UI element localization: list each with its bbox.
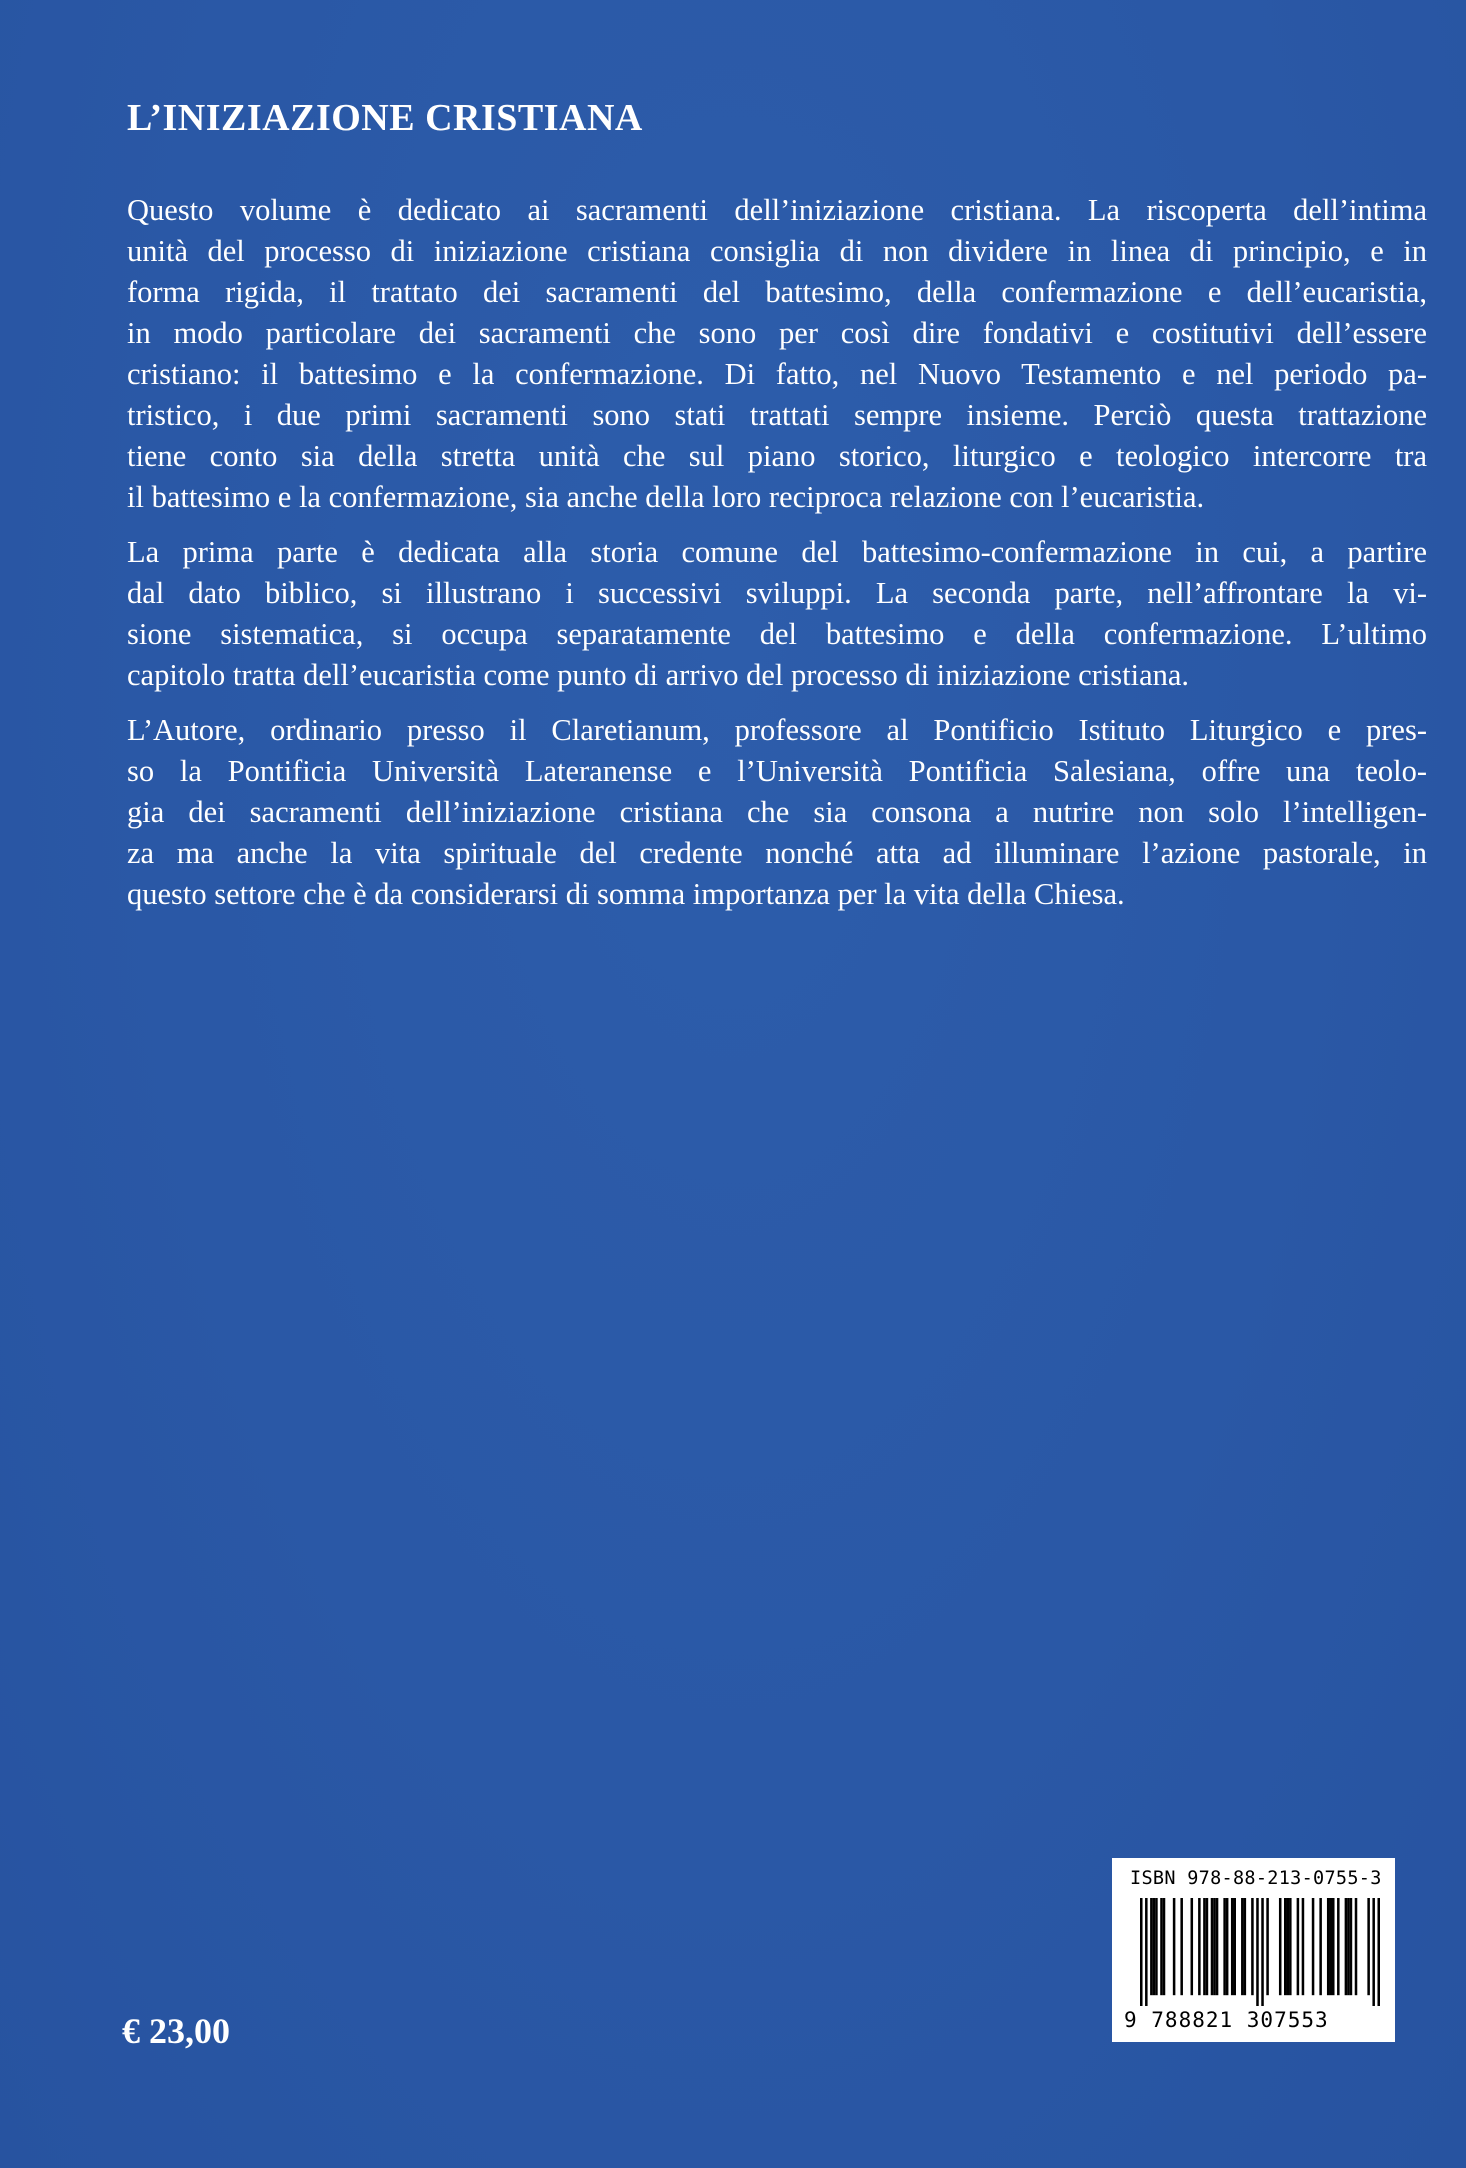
isbn-label: ISBN 978-88-213-0755-3 xyxy=(1130,1868,1382,1889)
barcode-bar xyxy=(1377,1898,1380,2006)
barcode-bars xyxy=(1140,1898,1380,2006)
barcode-bar xyxy=(1206,1898,1209,1995)
barcode-bar xyxy=(1251,1898,1254,1995)
barcode-bar xyxy=(1337,1898,1340,1995)
text-line: Questo volume è dedicato ai sacramenti dell’iniziazione cristiana. La riscoperta dell’intima xyxy=(127,193,1427,227)
text-line: za ma anche la vita spirituale del credente nonché atta ad illuminare l’azione pastorale, in xyxy=(127,836,1427,870)
text-line: sione sistematica, si occupa separatamente del battesimo e della confermazione. L’ultimo xyxy=(127,617,1427,651)
barcode-bar xyxy=(1312,1898,1315,1995)
text-line: La prima parte è dedicata alla storia comune del battesimo-confermazione in cui, a partire xyxy=(127,535,1427,569)
barcode-bar xyxy=(1203,1898,1206,1995)
barcode-bar xyxy=(1211,1898,1214,1995)
barcode-bar xyxy=(1266,1898,1269,1995)
text-line: L’Autore, ordinario presso il Claretianum, professore al Pontificio Istituto Liturgico e pres- xyxy=(127,713,1427,747)
barcode-bar xyxy=(1180,1898,1183,1995)
barcode-bar xyxy=(1231,1898,1234,1995)
barcode-bar xyxy=(1150,1898,1153,1995)
barcode-bar xyxy=(1145,1898,1148,2006)
barcode-bar xyxy=(1279,1898,1282,1995)
barcode-bar xyxy=(1226,1898,1229,1995)
text-line: in modo particolare dei sacramenti che sono per così dire fondativi e costitutivi dell’essere xyxy=(127,316,1427,350)
barcode-bar xyxy=(1223,1898,1226,1995)
barcode-bar xyxy=(1345,1898,1348,1995)
barcode-bar xyxy=(1297,1898,1300,1995)
barcode-bar xyxy=(1213,1898,1216,1995)
barcode-bar xyxy=(1302,1898,1305,1995)
barcode-bar xyxy=(1140,1898,1143,2006)
barcode-bar xyxy=(1355,1898,1358,1995)
ean-digits: 9 788821 307553 xyxy=(1124,2008,1329,2032)
barcode-bar xyxy=(1261,1898,1264,2006)
barcode-bar xyxy=(1372,1898,1375,2006)
barcode-bar xyxy=(1367,1898,1370,1995)
barcode-bar xyxy=(1155,1898,1158,1995)
isbn-barcode xyxy=(1112,1858,1395,2042)
text-line: questo settore che è da considerarsi di somma importanza per la vita della Chiesa. xyxy=(127,877,1125,911)
barcode-bar xyxy=(1289,1898,1292,1995)
text-line: tristico, i due primi sacramenti sono stati trattati sempre insieme. Perciò questa trattazione xyxy=(127,398,1427,432)
paragraph-2 xyxy=(127,532,1427,696)
paragraph-1 xyxy=(127,190,1427,518)
barcode-bar xyxy=(1329,1898,1332,1995)
paragraph-3 xyxy=(127,710,1427,915)
barcode-bar xyxy=(1347,1898,1350,1995)
barcode-bar xyxy=(1153,1898,1156,1995)
barcode-bar xyxy=(1163,1898,1166,1995)
blurb xyxy=(127,190,1427,929)
barcode-bar xyxy=(1256,1898,1259,2006)
barcode-bar xyxy=(1327,1898,1330,1995)
barcode-bar xyxy=(1198,1898,1201,1995)
barcode-bar xyxy=(1319,1898,1322,1995)
barcode-bar xyxy=(1332,1898,1335,1995)
text-line: capitolo tratta dell’eucaristia come punto di arrivo del processo di iniziazione cristiana. xyxy=(127,658,1190,692)
barcode-bar xyxy=(1191,1898,1194,1995)
book-title: L’INIZIAZIONE CRISTIANA xyxy=(127,97,643,139)
barcode-bar xyxy=(1160,1898,1163,1995)
barcode-bar xyxy=(1173,1898,1176,1995)
barcode-bar xyxy=(1350,1898,1353,1995)
text-line: forma rigida, il trattato dei sacramenti del battesimo, della confermazione e dell’eucaristia, xyxy=(127,275,1427,309)
text-line: dal dato biblico, si illustrano i successivi sviluppi. La seconda parte, nell’affrontare la vi- xyxy=(127,576,1427,610)
barcode-bar xyxy=(1284,1898,1287,1995)
text-line: cristiano: il battesimo e la confermazione. Di fatto, nel Nuovo Testamento e nel periodo pa- xyxy=(127,357,1427,391)
text-line: gia dei sacramenti dell’iniziazione cristiana che sia consona a nutrire non solo l’intelligen- xyxy=(127,795,1427,829)
barcode-bar xyxy=(1233,1898,1236,1995)
text-line: unità del processo di iniziazione cristiana consiglia di non dividere in linea di principio, e in xyxy=(127,234,1427,268)
text-line: il battesimo e la confermazione, sia anche della loro reciproca relazione con l’eucaristia. xyxy=(127,480,1205,514)
price: € 23,00 xyxy=(122,2011,230,2051)
barcode-bar xyxy=(1244,1898,1247,1995)
text-line: tiene conto sia della stretta unità che sul piano storico, liturgico e teologico intercorre tra xyxy=(127,439,1427,473)
text-line: so la Pontificia Università Lateranense e l’Università Pontificia Salesiana, offre una teolo- xyxy=(127,754,1427,788)
barcode-bar xyxy=(1241,1898,1244,1995)
barcode-bar xyxy=(1287,1898,1290,1995)
barcode-bar xyxy=(1216,1898,1219,1995)
